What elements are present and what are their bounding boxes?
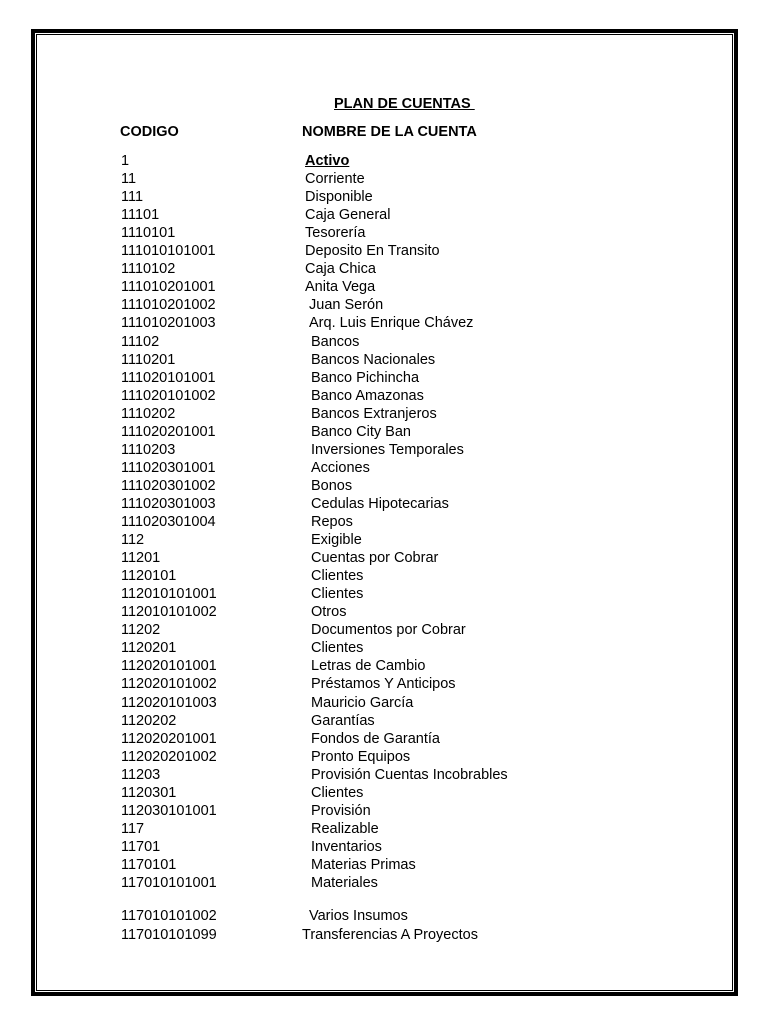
account-code: 111020301003 — [121, 495, 216, 512]
account-code: 1120201 — [121, 640, 177, 657]
account-name: Bonos — [311, 477, 353, 494]
list-item — [0, 206, 768, 224]
account-code: 1170101 — [121, 856, 177, 873]
account-name: Bancos — [311, 333, 360, 350]
account-name: Deposito En Transito — [305, 243, 440, 260]
account-name: Exigible — [311, 532, 362, 549]
account-code: 112020101002 — [121, 676, 217, 693]
account-name: Banco Amazonas — [311, 387, 424, 404]
account-name: Inversiones Temporales — [311, 441, 464, 458]
account-code: 111020301001 — [121, 459, 216, 476]
account-code: 111020301002 — [121, 477, 216, 494]
account-code: 112020201002 — [121, 748, 217, 765]
list-item — [0, 423, 768, 441]
account-code: 11101 — [121, 207, 160, 224]
list-item — [0, 405, 768, 423]
account-name: Cuentas por Cobrar — [311, 550, 439, 567]
account-code: 1120101 — [121, 568, 177, 585]
list-item — [0, 730, 768, 748]
list-item — [0, 477, 768, 495]
account-name: Documentos por Cobrar — [311, 622, 466, 639]
account-name: Banco Pichincha — [311, 369, 420, 386]
account-code: 111020201001 — [121, 423, 216, 440]
account-code: 111010201001 — [121, 279, 216, 296]
account-code: 11 — [121, 171, 137, 188]
account-name: Repos — [311, 514, 353, 530]
account-code: 1110203 — [121, 441, 176, 458]
account-name: Disponible — [305, 189, 373, 206]
account-name: Arq. Luis Enrique Chávez — [309, 315, 474, 332]
account-name: Banco City Ban — [311, 423, 411, 440]
list-item — [0, 856, 768, 874]
account-name: Clientes — [311, 640, 364, 657]
account-code: 112020101001 — [121, 658, 217, 675]
account-code: 111010201003 — [121, 315, 216, 332]
list-item — [0, 513, 768, 531]
account-code: 112020101003 — [121, 694, 217, 711]
account-name: Inventarios — [311, 838, 382, 855]
account-name: Anita Vega — [305, 279, 376, 296]
account-code: 1110201 — [121, 351, 176, 368]
account-name: Letras de Cambio — [311, 658, 426, 675]
list-item — [0, 766, 768, 784]
list-item — [0, 351, 768, 369]
list-item — [0, 639, 768, 657]
list-item — [0, 874, 768, 892]
document-title: PLAN DE CUENTAS — [334, 96, 475, 112]
account-name: Acciones — [311, 459, 370, 476]
list-item — [0, 531, 768, 549]
account-name: Provisión Cuentas Incobrables — [311, 766, 508, 783]
account-name: Préstamos Y Anticipos — [311, 676, 456, 693]
account-code: 117 — [121, 820, 145, 837]
list-item — [0, 441, 768, 459]
column-header-code: CODIGO — [120, 124, 179, 140]
account-name: Realizable — [311, 820, 379, 837]
account-code: 111 — [121, 189, 144, 206]
account-name: Materias Primas — [311, 856, 416, 873]
account-name: Corriente — [305, 171, 365, 188]
account-code: 1110102 — [121, 261, 176, 278]
account-code: 112 — [121, 532, 145, 549]
account-code: 112010101002 — [121, 604, 217, 621]
list-item — [0, 820, 768, 838]
list-item — [0, 224, 768, 242]
list-item — [0, 495, 768, 513]
list-item — [0, 657, 768, 675]
account-name: Caja General — [305, 207, 391, 224]
list-item — [0, 926, 768, 944]
account-name: Caja Chica — [305, 261, 376, 278]
list-item — [0, 712, 768, 730]
list-item — [0, 748, 768, 766]
list-item — [0, 188, 768, 206]
account-code: 11201 — [121, 550, 161, 567]
account-code: 111010201002 — [121, 297, 216, 314]
list-item — [0, 802, 768, 820]
account-code: 111020101002 — [121, 387, 216, 404]
account-name: Provisión — [311, 802, 371, 819]
account-code: 1110202 — [121, 405, 176, 422]
account-code: 112030101001 — [121, 802, 217, 819]
account-name: Fondos de Garantía — [311, 730, 440, 747]
list-item — [0, 549, 768, 567]
account-name: Cedulas Hipotecarias — [311, 495, 449, 512]
account-name: Transferencias A Proyectos — [302, 927, 478, 943]
list-item — [0, 296, 768, 314]
account-code: 11701 — [121, 838, 161, 855]
account-code: 11102 — [121, 333, 160, 350]
account-name: Bancos Extranjeros — [311, 405, 437, 422]
account-code: 111020301004 — [121, 514, 216, 530]
list-item — [0, 369, 768, 387]
list-item — [0, 278, 768, 296]
account-name: Materiales — [311, 875, 378, 891]
list-item — [0, 567, 768, 585]
account-code: 11202 — [121, 622, 161, 639]
account-name: Varios Insumos — [309, 908, 408, 924]
account-name: Pronto Equipos — [311, 748, 411, 765]
list-item — [0, 242, 768, 260]
account-name: Clientes — [311, 784, 364, 801]
list-item — [0, 694, 768, 712]
list-item — [0, 603, 768, 621]
account-code: 117010101001 — [121, 875, 217, 891]
account-name: Garantías — [311, 712, 375, 729]
account-name: Otros — [311, 604, 347, 621]
list-item — [0, 170, 768, 188]
list-item — [0, 152, 768, 170]
list-item — [0, 675, 768, 693]
account-code: 111010101001 — [121, 243, 216, 260]
account-name: Activo — [305, 153, 350, 169]
list-item — [0, 260, 768, 278]
list-item — [0, 907, 768, 925]
account-name: Bancos Nacionales — [311, 351, 436, 368]
list-item — [0, 621, 768, 639]
account-name: Mauricio García — [311, 694, 414, 711]
list-item — [0, 585, 768, 603]
column-header-name: NOMBRE DE LA CUENTA — [302, 124, 477, 140]
list-item — [0, 838, 768, 856]
list-item — [0, 314, 768, 332]
account-code: 111020101001 — [121, 369, 216, 386]
account-name: Clientes — [311, 586, 364, 603]
list-item — [0, 387, 768, 405]
account-code: 117010101099 — [121, 927, 217, 943]
account-name: Tesorería — [305, 225, 366, 242]
account-code: 1120301 — [121, 784, 177, 801]
list-item — [0, 333, 768, 351]
account-code: 1120202 — [121, 712, 177, 729]
list-item — [0, 459, 768, 477]
account-code: 117010101002 — [121, 908, 217, 924]
account-code: 112010101001 — [121, 586, 217, 603]
account-code: 1 — [121, 153, 130, 169]
account-code: 112020201001 — [121, 730, 217, 747]
account-code: 11203 — [121, 766, 161, 783]
account-name: Juan Serón — [309, 297, 384, 314]
account-code: 1110101 — [121, 225, 176, 242]
account-name: Clientes — [311, 568, 364, 585]
list-item — [0, 784, 768, 802]
